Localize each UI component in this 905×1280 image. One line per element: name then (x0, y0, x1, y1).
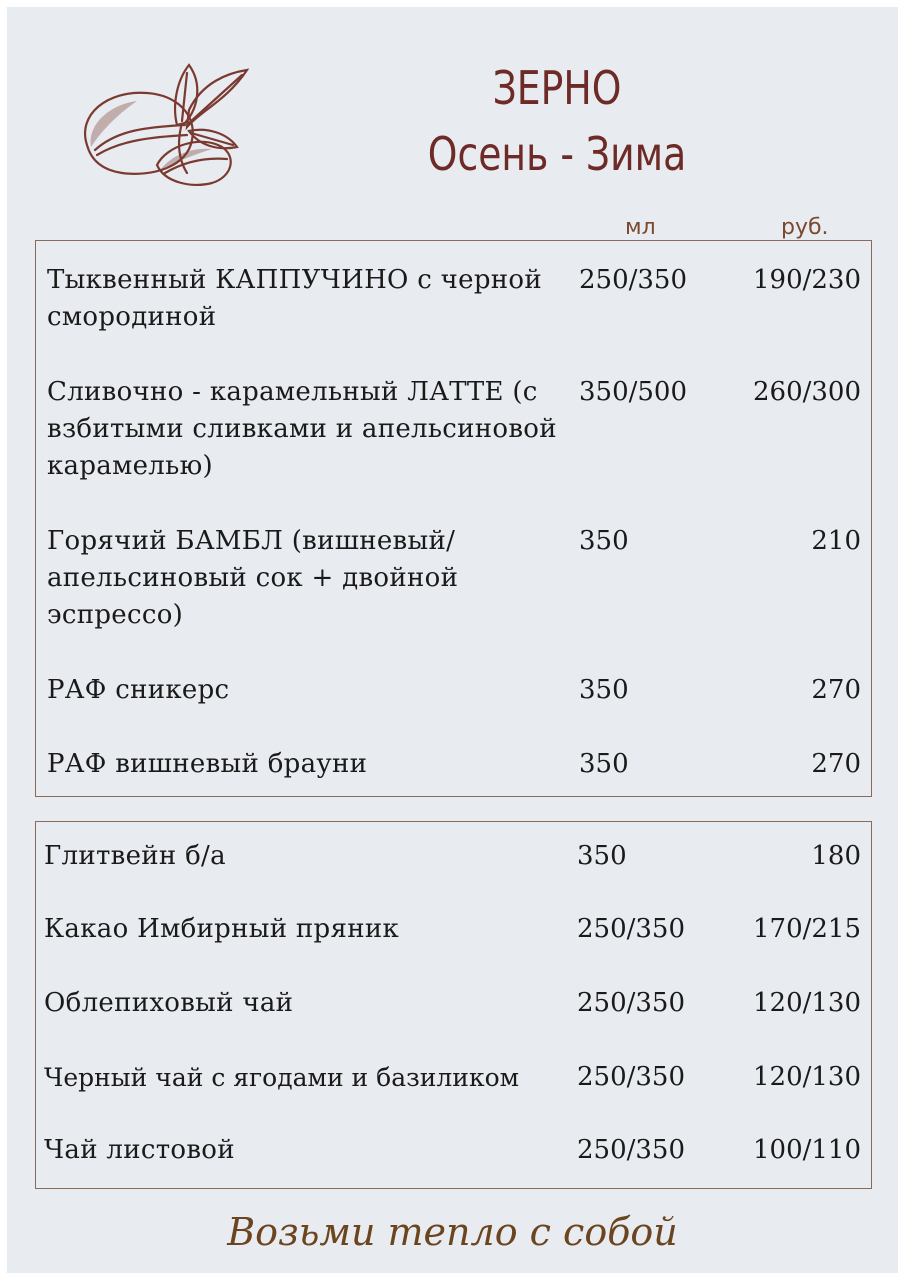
item-volume: 250/350 (577, 1062, 686, 1092)
item-name: Горячий БАМБЛ (вишневый/ апельсиновый сок + двойной эспрессо) (47, 526, 459, 630)
item-name: Чай листовой (44, 1135, 235, 1165)
item-volume: 250/350 (577, 1135, 686, 1165)
coffee-beans-icon (77, 55, 259, 190)
item-name: Глитвейн б/а (44, 841, 226, 871)
item-volume: 350 (579, 749, 629, 779)
item-name: Тыквенный КАППУЧИНО с черной смородиной (47, 265, 542, 332)
item-price: 120/130 (752, 1062, 861, 1092)
item-price: 210 (811, 526, 861, 556)
price-column-header: руб. (781, 215, 829, 240)
footer-slogan: Возьми тепло с собой (227, 1210, 678, 1254)
item-volume: 250/350 (577, 914, 686, 944)
item-name: РАФ вишневый брауни (47, 749, 368, 779)
item-volume: 350/500 (579, 377, 688, 407)
menu-page (7, 7, 898, 1273)
item-name: Облепиховый чай (44, 988, 294, 1018)
tea-menu-section (35, 821, 872, 1189)
item-price: 180 (811, 841, 861, 871)
item-price: 170/215 (752, 914, 861, 944)
item-volume: 350 (579, 526, 629, 556)
item-price: 270 (811, 749, 861, 779)
item-volume: 350 (577, 841, 627, 871)
item-price: 270 (811, 675, 861, 705)
item-price: 100/110 (752, 1135, 861, 1165)
item-volume: 250/350 (577, 988, 686, 1018)
item-volume: 350 (579, 675, 629, 705)
volume-column-header: мл (625, 215, 656, 240)
item-name: Черный чай с ягодами и базиликом (44, 1063, 520, 1092)
item-name: РАФ сникерс (47, 675, 230, 705)
item-name: Какао Имбирный пряник (44, 914, 400, 944)
item-price: 120/130 (752, 988, 861, 1018)
coffee-menu-section (35, 240, 872, 797)
item-price: 260/300 (752, 377, 861, 407)
item-price: 190/230 (752, 265, 861, 295)
item-volume: 250/350 (579, 265, 688, 295)
brand-title: ЗЕРНО (492, 61, 622, 115)
item-name: Сливочно - карамельный ЛАТТЕ (с взбитыми сливками и апельсиновой карамелью) (47, 377, 557, 481)
season-subtitle: Осень - Зима (427, 127, 687, 181)
